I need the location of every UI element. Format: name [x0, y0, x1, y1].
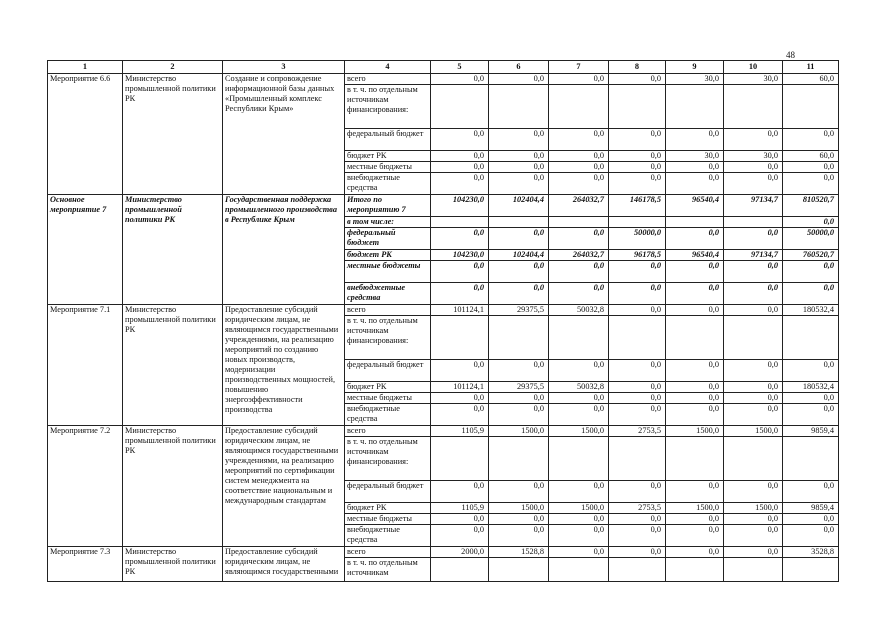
value-cell: 1105,9: [431, 426, 489, 437]
value-cell: 0,0: [549, 481, 609, 503]
value-cell: 0,0: [489, 261, 549, 283]
value-cell: [724, 85, 783, 129]
value-cell: 30,0: [666, 74, 724, 85]
value-cell: 0,0: [783, 404, 839, 426]
value-cell: 0,0: [489, 393, 549, 404]
value-cell: 9859,4: [783, 426, 839, 437]
value-cell: 9859,4: [783, 503, 839, 514]
value-cell: 96540,4: [666, 250, 724, 261]
value-cell: 101124,1: [431, 305, 489, 316]
header-row: [48, 61, 839, 74]
value-cell: [549, 85, 609, 129]
value-cell: 0,0: [666, 305, 724, 316]
value-cell: [549, 217, 609, 228]
value-cell: [431, 437, 489, 481]
value-cell: 0,0: [549, 283, 609, 305]
value-cell: 0,0: [609, 305, 666, 316]
value-cell: 0,0: [489, 283, 549, 305]
funding-source-label: Итого по мероприятию 7: [345, 195, 431, 217]
value-cell: [431, 85, 489, 129]
value-cell: 0,0: [666, 547, 724, 558]
value-cell: 0,0: [489, 404, 549, 426]
value-cell: 810520,7: [783, 195, 839, 217]
header-cell: 5: [431, 61, 489, 74]
value-cell: 0,0: [489, 481, 549, 503]
value-cell: 0,0: [724, 547, 783, 558]
value-cell: 0,0: [549, 404, 609, 426]
value-cell: 0,0: [609, 129, 666, 151]
funding-source-label: бюджет РК: [345, 503, 431, 514]
header-cell: 3: [223, 61, 345, 74]
value-cell: 0,0: [431, 393, 489, 404]
value-cell: 0,0: [724, 404, 783, 426]
value-cell: 0,0: [666, 360, 724, 382]
value-cell: 0,0: [783, 360, 839, 382]
funding-source-label: внебюджетные средства: [345, 283, 431, 305]
table-row: [48, 547, 839, 558]
value-cell: [549, 558, 609, 582]
value-cell: 0,0: [549, 360, 609, 382]
page-number: 48: [786, 50, 795, 60]
funding-source-label: внебюджетные средства: [345, 525, 431, 547]
value-cell: 50032,8: [549, 305, 609, 316]
value-cell: 0,0: [489, 360, 549, 382]
value-cell: 0,0: [489, 514, 549, 525]
value-cell: 1500,0: [549, 426, 609, 437]
value-cell: 0,0: [724, 228, 783, 250]
value-cell: 180532,4: [783, 305, 839, 316]
value-cell: 0,0: [489, 525, 549, 547]
value-cell: 97134,7: [724, 195, 783, 217]
header-cell: 2: [123, 61, 223, 74]
value-cell: [666, 558, 724, 582]
value-cell: [724, 316, 783, 360]
value-cell: 0,0: [724, 162, 783, 173]
value-cell: 0,0: [431, 283, 489, 305]
value-cell: [783, 437, 839, 481]
value-cell: 2753,5: [609, 503, 666, 514]
measure-description: Государственная поддержка промышленного производства в Республике Крым: [223, 195, 345, 305]
value-cell: [489, 558, 549, 582]
value-cell: 1528,8: [489, 547, 549, 558]
value-cell: 29375,5: [489, 382, 549, 393]
value-cell: 0,0: [431, 74, 489, 85]
funding-source-label: местные бюджеты: [345, 261, 431, 283]
value-cell: [489, 217, 549, 228]
value-cell: 0,0: [783, 514, 839, 525]
value-cell: 0,0: [549, 393, 609, 404]
header-cell: 6: [489, 61, 549, 74]
value-cell: [609, 217, 666, 228]
header-cell: 10: [724, 61, 783, 74]
value-cell: 0,0: [431, 228, 489, 250]
value-cell: [549, 316, 609, 360]
value-cell: [783, 85, 839, 129]
value-cell: 0,0: [783, 481, 839, 503]
funding-source-label: бюджет РК: [345, 382, 431, 393]
funding-source-label: всего: [345, 547, 431, 558]
value-cell: 0,0: [609, 261, 666, 283]
value-cell: 0,0: [431, 129, 489, 151]
measure-description: Предоставление субсидий юридическим лицам, не являющимся государственными: [223, 547, 345, 582]
value-cell: 0,0: [666, 382, 724, 393]
funding-source-label: федеральный бюджет: [345, 360, 431, 382]
value-cell: 0,0: [431, 162, 489, 173]
financing-table: [47, 60, 839, 582]
measure-description: Создание и сопровождение информационной базы данных «Промышленный комплекс Республики Крым»: [223, 74, 345, 195]
funding-source-label: в т. ч. по отдельным источникам финансирования:: [345, 85, 431, 129]
funding-source-label: федеральный бюджет: [345, 228, 431, 250]
funding-source-label: всего: [345, 305, 431, 316]
value-cell: 0,0: [609, 514, 666, 525]
value-cell: 1500,0: [549, 503, 609, 514]
value-cell: 0,0: [724, 305, 783, 316]
value-cell: 0,0: [549, 129, 609, 151]
value-cell: [431, 558, 489, 582]
value-cell: 0,0: [609, 525, 666, 547]
header-cell: 11: [783, 61, 839, 74]
header-cell: 8: [609, 61, 666, 74]
value-cell: 180532,4: [783, 382, 839, 393]
value-cell: 0,0: [666, 129, 724, 151]
value-cell: 29375,5: [489, 305, 549, 316]
header-cell: 9: [666, 61, 724, 74]
value-cell: 1500,0: [724, 503, 783, 514]
value-cell: [609, 437, 666, 481]
value-cell: 3528,8: [783, 547, 839, 558]
value-cell: 0,0: [431, 360, 489, 382]
value-cell: [431, 316, 489, 360]
value-cell: 0,0: [783, 162, 839, 173]
funding-source-label: в т. ч. по отдельным источникам финансирования:: [345, 316, 431, 360]
measure-name: Мероприятие 7.2: [48, 426, 123, 547]
value-cell: 2000,0: [431, 547, 489, 558]
value-cell: 0,0: [549, 162, 609, 173]
funding-source-label: бюджет РК: [345, 151, 431, 162]
value-cell: [783, 558, 839, 582]
value-cell: [431, 217, 489, 228]
value-cell: 0,0: [666, 481, 724, 503]
value-cell: [724, 217, 783, 228]
value-cell: 30,0: [724, 151, 783, 162]
value-cell: 0,0: [431, 404, 489, 426]
funding-source-label: местные бюджеты: [345, 514, 431, 525]
value-cell: 0,0: [609, 74, 666, 85]
value-cell: 0,0: [783, 283, 839, 305]
value-cell: [666, 85, 724, 129]
funding-source-label: местные бюджеты: [345, 393, 431, 404]
table-row: [48, 305, 839, 316]
value-cell: 96178,5: [609, 250, 666, 261]
value-cell: 2753,5: [609, 426, 666, 437]
responsible-executor: Министерство промышленной политики РК: [123, 305, 223, 426]
header-cell: 1: [48, 61, 123, 74]
value-cell: 1500,0: [489, 503, 549, 514]
header-cell: 4: [345, 61, 431, 74]
value-cell: 0,0: [549, 514, 609, 525]
value-cell: 0,0: [666, 393, 724, 404]
value-cell: 104230,0: [431, 250, 489, 261]
measure-description: Предоставление субсидий юридическим лицам, не являющимся государственными учреждениями, на реализацию мероприятий по созданию новых производств, модернизации производственных мощностей, повышению энергоэффективности производства: [223, 305, 345, 426]
value-cell: 50032,8: [549, 382, 609, 393]
value-cell: 0,0: [783, 261, 839, 283]
value-cell: 0,0: [666, 261, 724, 283]
value-cell: 30,0: [666, 151, 724, 162]
value-cell: 0,0: [431, 261, 489, 283]
value-cell: 0,0: [666, 228, 724, 250]
value-cell: 0,0: [783, 129, 839, 151]
value-cell: [489, 85, 549, 129]
value-cell: 760520,7: [783, 250, 839, 261]
value-cell: 0,0: [549, 525, 609, 547]
value-cell: 50000,0: [783, 228, 839, 250]
value-cell: 0,0: [549, 261, 609, 283]
value-cell: 0,0: [609, 382, 666, 393]
measure-name: Мероприятие 6.6: [48, 74, 123, 195]
value-cell: 0,0: [724, 129, 783, 151]
value-cell: 0,0: [724, 261, 783, 283]
table-row: [48, 74, 839, 85]
funding-source-label: всего: [345, 74, 431, 85]
responsible-executor: Министерство промышленной политики РК: [123, 547, 223, 582]
value-cell: 264032,7: [549, 250, 609, 261]
value-cell: 0,0: [431, 514, 489, 525]
value-cell: 0,0: [666, 283, 724, 305]
value-cell: 0,0: [431, 151, 489, 162]
value-cell: 0,0: [609, 404, 666, 426]
funding-source-label: внебюджетные средства: [345, 404, 431, 426]
value-cell: 0,0: [724, 382, 783, 393]
value-cell: 0,0: [724, 283, 783, 305]
responsible-executor: Министерство промышленной политики РК: [123, 195, 223, 305]
funding-source-label: местные бюджеты: [345, 162, 431, 173]
value-cell: 1500,0: [724, 426, 783, 437]
value-cell: 30,0: [724, 74, 783, 85]
value-cell: [609, 558, 666, 582]
value-cell: [666, 217, 724, 228]
funding-source-label: бюджет РК: [345, 250, 431, 261]
value-cell: 1500,0: [666, 503, 724, 514]
value-cell: [724, 558, 783, 582]
funding-source-label: федеральный бюджет: [345, 481, 431, 503]
funding-source-label: в т. ч. по отдельным источникам финансирования:: [345, 437, 431, 481]
value-cell: [489, 316, 549, 360]
value-cell: 0,0: [609, 393, 666, 404]
value-cell: 0,0: [666, 514, 724, 525]
value-cell: 0,0: [549, 151, 609, 162]
funding-source-label: внебюджетные средства: [345, 173, 431, 195]
value-cell: 0,0: [489, 162, 549, 173]
value-cell: [609, 85, 666, 129]
value-cell: [783, 316, 839, 360]
value-cell: 104230,0: [431, 195, 489, 217]
funding-source-label: в т. ч. по отдельным источникам: [345, 558, 431, 582]
value-cell: 97134,7: [724, 250, 783, 261]
value-cell: 0,0: [724, 525, 783, 547]
value-cell: [549, 437, 609, 481]
value-cell: 0,0: [724, 360, 783, 382]
value-cell: 0,0: [431, 173, 489, 195]
value-cell: 0,0: [431, 525, 489, 547]
value-cell: [666, 437, 724, 481]
value-cell: 0,0: [489, 228, 549, 250]
value-cell: 1500,0: [666, 426, 724, 437]
value-cell: 96540,4: [666, 195, 724, 217]
value-cell: 0,0: [724, 173, 783, 195]
value-cell: 60,0: [783, 151, 839, 162]
value-cell: 0,0: [724, 481, 783, 503]
header-cell: 7: [549, 61, 609, 74]
value-cell: 0,0: [489, 173, 549, 195]
table-row: [48, 195, 839, 217]
value-cell: [489, 437, 549, 481]
value-cell: 0,0: [666, 525, 724, 547]
table-row: [48, 426, 839, 437]
value-cell: 0,0: [666, 173, 724, 195]
value-cell: 0,0: [549, 547, 609, 558]
value-cell: 0,0: [609, 481, 666, 503]
value-cell: 0,0: [549, 228, 609, 250]
value-cell: 0,0: [666, 404, 724, 426]
value-cell: 1105,9: [431, 503, 489, 514]
measure-description: Предоставление субсидий юридическим лицам, не являющимся государственными учреждениями, на реализацию мероприятий по сертификации систем менеджмента на соответствие национальным и международным стандартам: [223, 426, 345, 547]
value-cell: 0,0: [609, 151, 666, 162]
value-cell: 0,0: [489, 129, 549, 151]
responsible-executor: Министерство промышленной политики РК: [123, 426, 223, 547]
value-cell: [609, 316, 666, 360]
value-cell: 50000,0: [609, 228, 666, 250]
value-cell: 0,0: [724, 514, 783, 525]
value-cell: 0,0: [783, 173, 839, 195]
measure-name: Мероприятие 7.1: [48, 305, 123, 426]
value-cell: 0,0: [609, 173, 666, 195]
value-cell: 0,0: [609, 547, 666, 558]
value-cell: 0,0: [431, 481, 489, 503]
value-cell: 0,0: [783, 525, 839, 547]
value-cell: 1500,0: [489, 426, 549, 437]
value-cell: 0,0: [783, 217, 839, 228]
value-cell: 0,0: [609, 360, 666, 382]
value-cell: 146178,5: [609, 195, 666, 217]
value-cell: 264032,7: [549, 195, 609, 217]
funding-source-label: в том числе:: [345, 217, 431, 228]
value-cell: 0,0: [783, 393, 839, 404]
value-cell: 0,0: [724, 393, 783, 404]
value-cell: 101124,1: [431, 382, 489, 393]
measure-name: Мероприятие 7.3: [48, 547, 123, 582]
value-cell: 102404,4: [489, 250, 549, 261]
measure-name: Основное мероприятие 7: [48, 195, 123, 305]
funding-source-label: федеральный бюджет: [345, 129, 431, 151]
value-cell: 0,0: [489, 151, 549, 162]
value-cell: [666, 316, 724, 360]
value-cell: 102404,4: [489, 195, 549, 217]
value-cell: 60,0: [783, 74, 839, 85]
value-cell: 0,0: [489, 74, 549, 85]
value-cell: 0,0: [666, 162, 724, 173]
value-cell: 0,0: [609, 283, 666, 305]
value-cell: 0,0: [609, 162, 666, 173]
value-cell: 0,0: [549, 173, 609, 195]
responsible-executor: Министерство промышленной политики РК: [123, 74, 223, 195]
value-cell: [724, 437, 783, 481]
funding-source-label: всего: [345, 426, 431, 437]
value-cell: 0,0: [549, 74, 609, 85]
